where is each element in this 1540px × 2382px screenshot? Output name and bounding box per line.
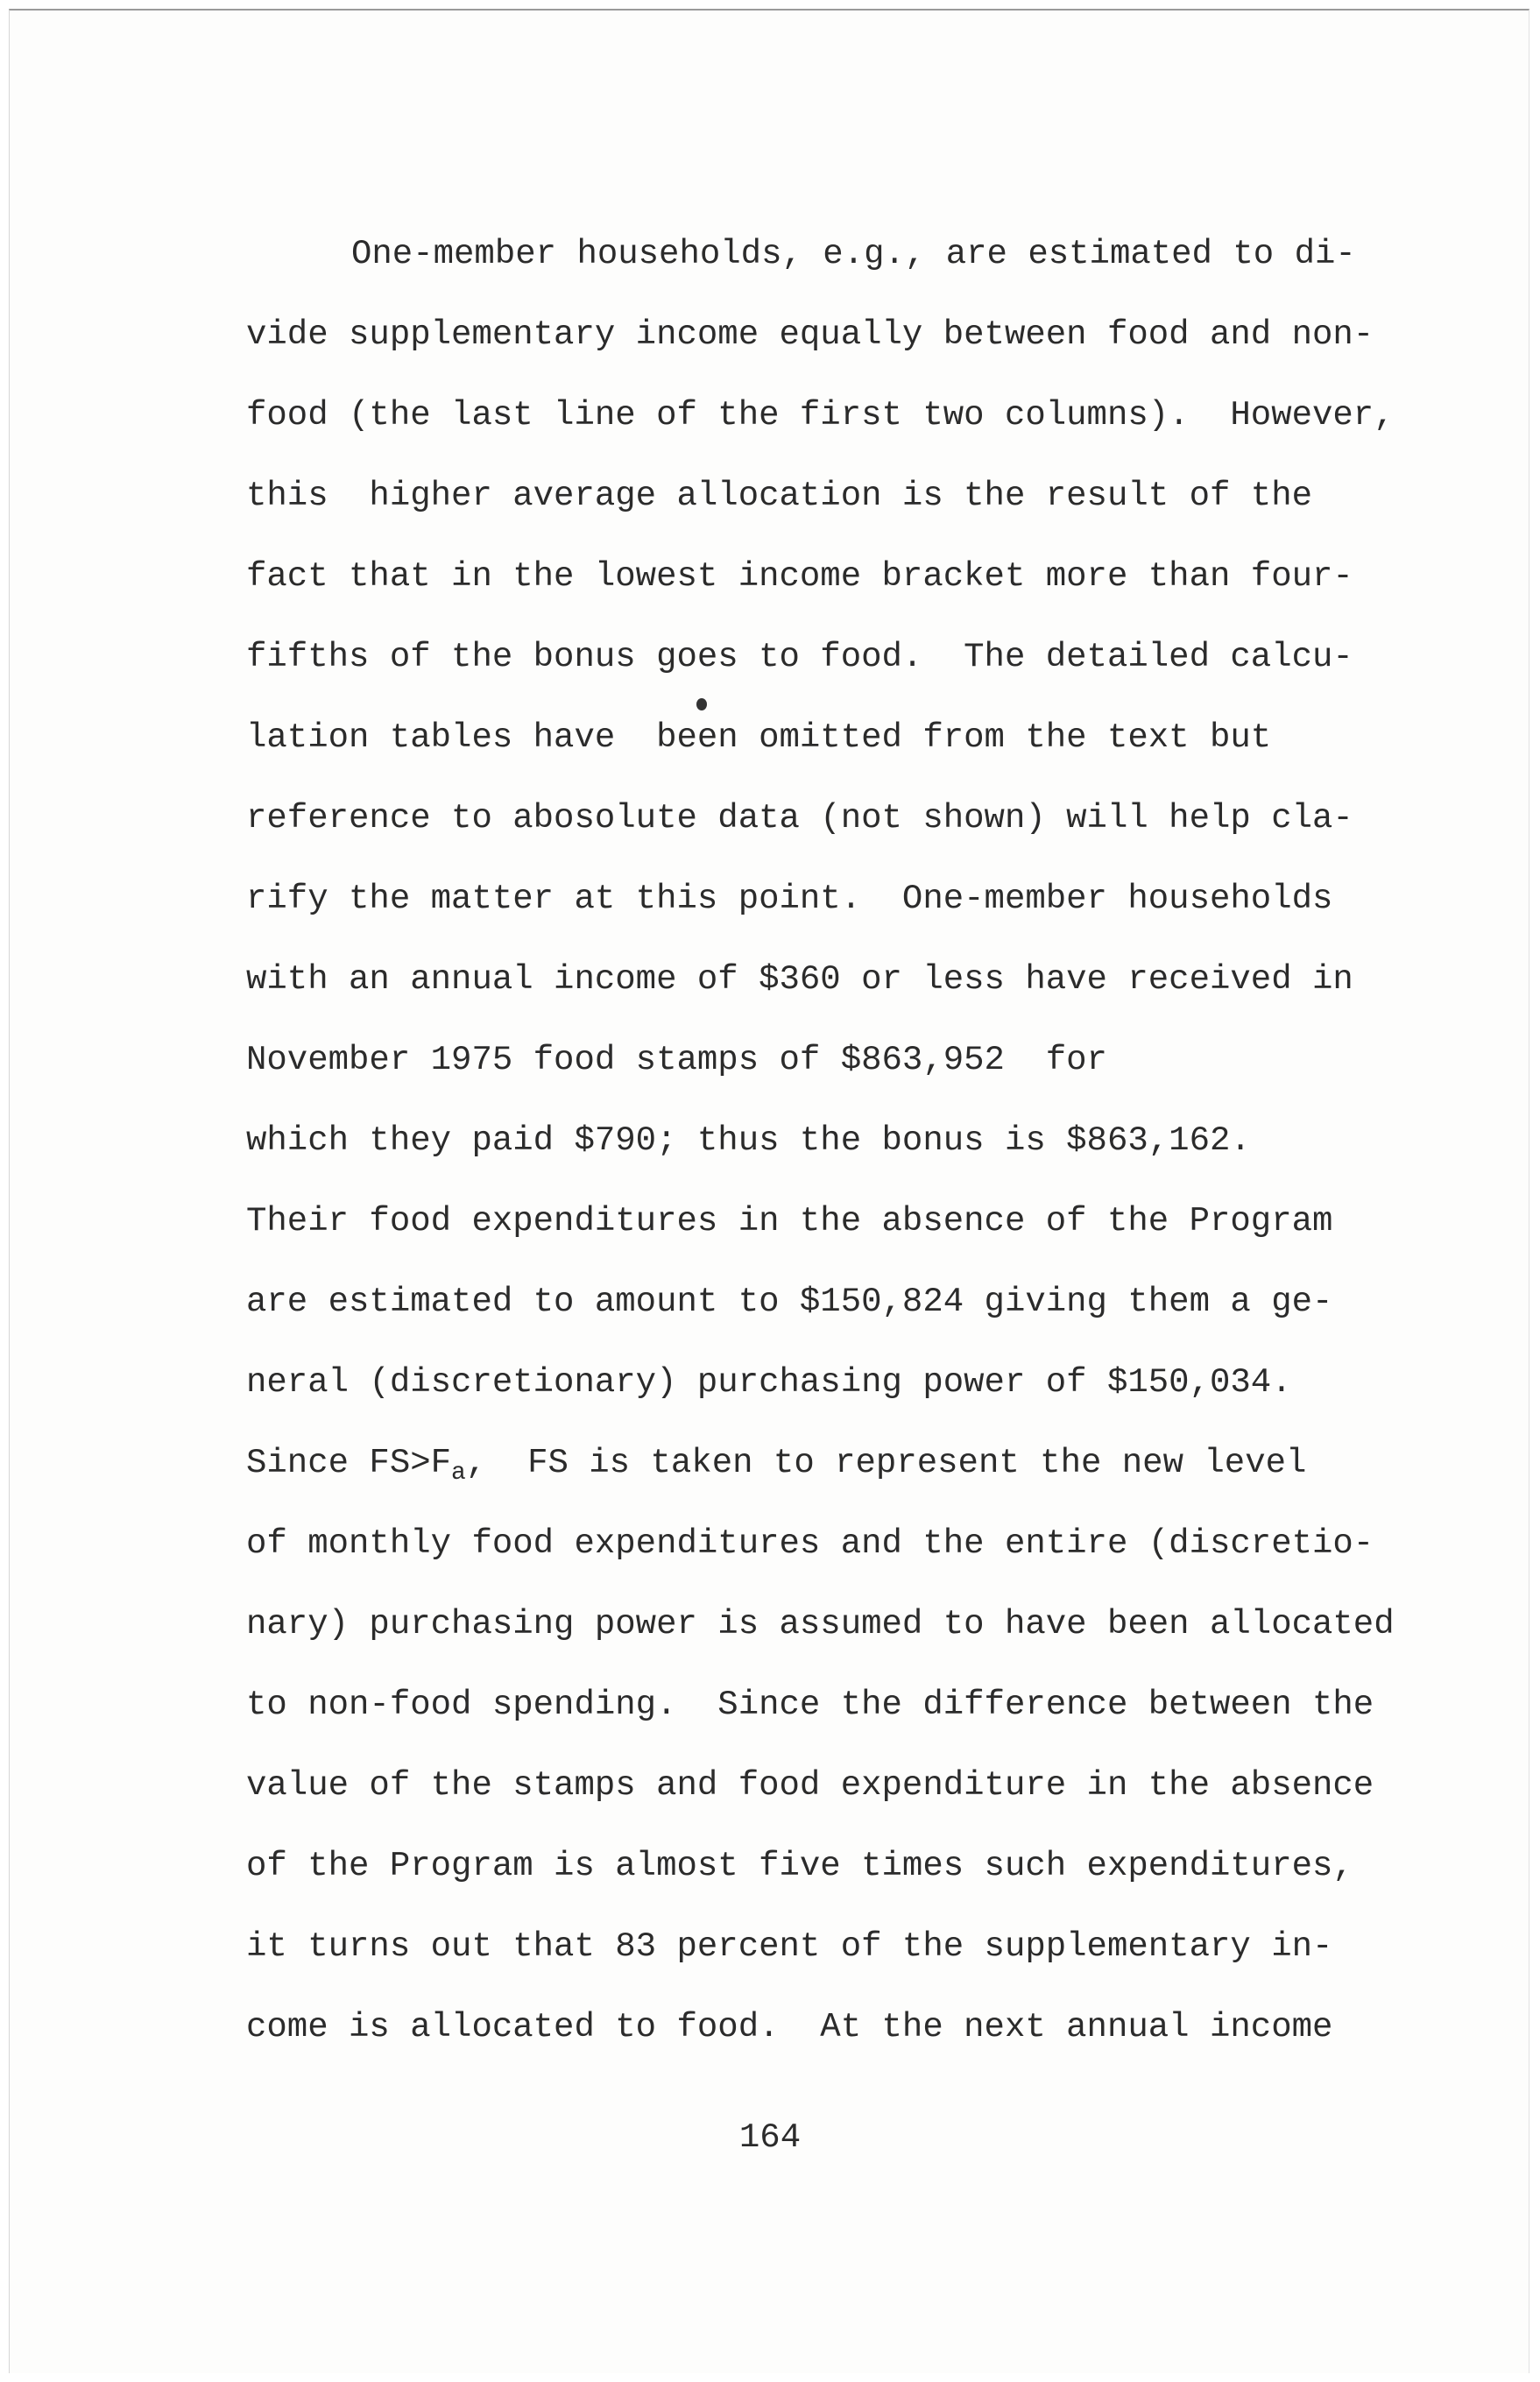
text-line: to non-food spending. Since the difference between the [246,1686,1374,1724]
formula-variable: F [430,1444,452,1482]
formula-line [246,1432,1455,1513]
text-line: this higher average allocation is the result of the [246,477,1312,515]
text-line: it turns out that 83 percent of the supplementary in- [246,1927,1333,1966]
text-line: reference to abosolute data (not shown) will help cla- [246,799,1353,838]
text-line: November 1975 food stamps of $863,952 for [246,1041,1107,1079]
text-line: are estimated to amount to $150,824 giving them a ge- [246,1283,1333,1321]
text-line: neral (discretionary) purchasing power of $150,034. [246,1363,1292,1402]
formula-lead-text: Since FS [246,1444,411,1482]
text-line: Their food expenditures in the absence of the Program [246,1202,1333,1240]
greater-than-symbol: > [410,1444,431,1482]
page-number: 164 [738,2118,802,2157]
formula-trail-text: , FS is taken to represent the new level [465,1444,1307,1482]
text-line: lation tables have been omitted from the text but [246,718,1272,757]
text-line: vide supplementary income equally between food and non- [246,315,1374,354]
text-line: nary) purchasing power is assumed to have been allocated [246,1605,1395,1643]
text-line: fact that in the lowest income bracket more than four- [246,557,1353,596]
text-line: of the Program is almost five times such expenditures, [246,1847,1353,1885]
text-line: come is allocated to food. At the next annual income [246,2008,1333,2046]
text-line: which they paid $790; thus the bonus is $863,162. [246,1121,1251,1160]
text-line: fifths of the bonus goes to food. The detailed calcu- [246,638,1353,676]
body-text [246,223,1455,2077]
formula-subscript: a [451,1460,466,1487]
text-line: of monthly food expenditures and the entire (discretio- [246,1524,1374,1563]
text-line: value of the stamps and food expenditure in the absence [246,1766,1374,1805]
text-line: with an annual income of $360 or less have received in [246,960,1353,999]
text-line: food (the last line of the first two columns). However, [246,396,1395,435]
text-line: rify the matter at this point. One-member households [246,880,1333,918]
text-line: One-member households, e.g., are estimated to di- [351,235,1356,273]
